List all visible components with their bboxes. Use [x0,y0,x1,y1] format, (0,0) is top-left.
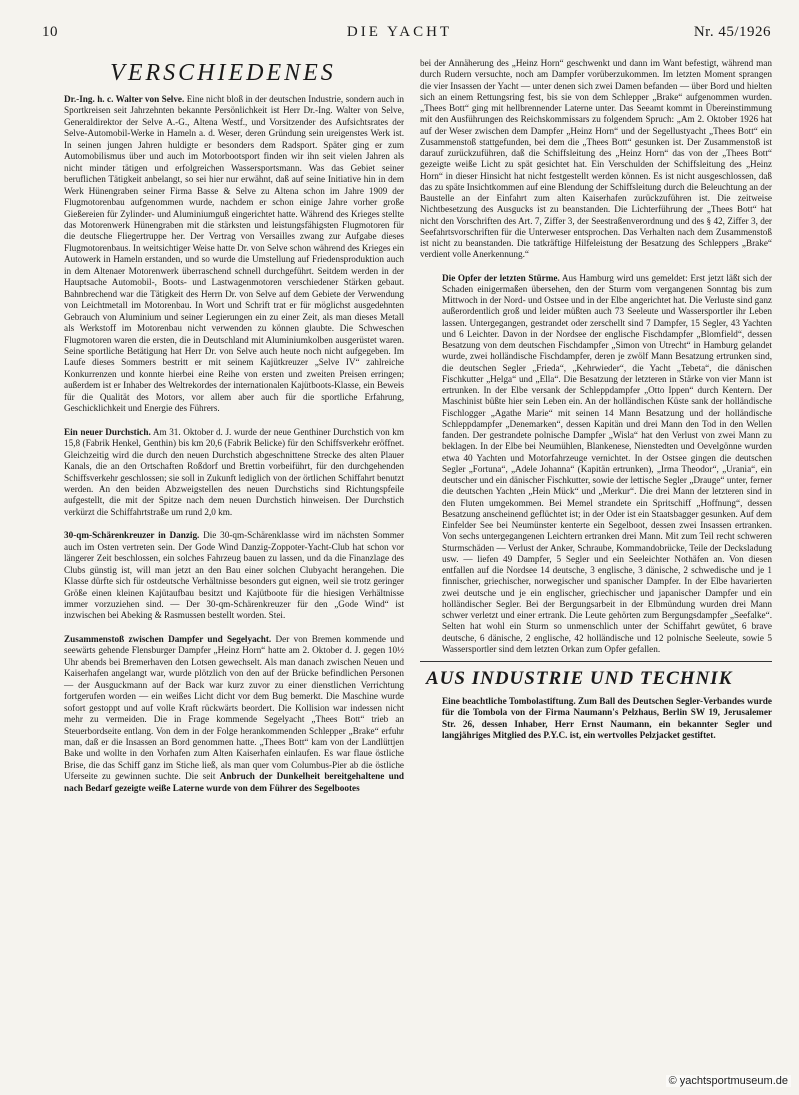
section-title-verschiedenes: VERSCHIEDENES [110,60,336,86]
article-opfer-stuerme [420,273,772,656]
article-body: Aus Hamburg wird uns gemeldet: Erst jetzt läßt sich der Schaden einigermaßen übersehen, den der Sturm vom vergangenen Sonntag bis zum Mittwoch in der Nord- und Ostsee und in der Elbe angerichtet hat. Die Verluste sind ganz außerordentlich groß und leider müßten auch 73 Seeleute und Wassersportler ihr Leben lassen. Untergegangen, gestrandet oder zerschellt sind 7 Dampfer, 15 Segler, 43 Yachten und 6 Leichter. Davon in der Nordsee der englische Fischdampfer „Blomfield“, dessen Besatzung von dem deutschen Fischdampfer „Simon von Utrecht“ in Hamburg gelandet wurde, zwei holländische Fischdampfer, deren je zwölf Mann Besatzung ertrunken sind, die deutschen Segler „Frieda“, „Kehrwieder“, die Yacht „Tebeta“, die dänischen Fischkutter „Helga“ und „Ella“. Die Besatzung der letzteren in Stärke von vier Mann ist ertrunken. In der Elbe versank der Schleppdampfer „Otto Ippen“ durch Kentern. Der Maschinist büßte hier sein Leben ein. An der holländischen Küste sank der holländische Fischlogger „Agathe Marie“ mit seinen 14 Mann Besatzung und der holländische Schleppdampfer „Denemarken“, dessen Kapitän und drei Mann den Tod in den Wellen fanden. Der gestrandete polnische Dampfer „Wisla“ hat den Verlust von zwei Mann zu beklagen. In der Elbe bei Neumühlen, Blankenese, Nienstedten und Oevelgönne wurden etwa 40 Yachten und Motorfahrzeuge vernichtet. In der Ostsee gingen die deutschen Segler „Fortuna“, „Adele Johanna“ (Kapitän ertrunken), „Irma Theodor“, „Urania“, ein deutscher und ein dänischer Fischkutter, sowie der lettische Segler „Drauge“ unter, ferner die deutschen Yachten „Hein Mück“ und „Merkur“. Die drei Mann der letzteren sind in den Fluten umgekommen. Bei Memel strandete ein Spritschiff „Hoffnung“, dessen Besatzung anscheinend geflüchtet ist; in der Oder ist ein Staatsbagger gesunken. Auf dem Einfelder See bei Neumünster kenterte ein Segelboot, dessen zwei Insassen ertranken. Von sechs untergegangenen Leichtern ertranken drei Mann. Mit zum Teil recht schweren Sturmschäden — Verlust der Anker, Schraube, Kommandobrücke, Teile der Decksladung usw. — liefen 49 Dampfer, 5 Segler und ein Seeleichter Nothäfen an. Von diesen entfallen auf die Nordsee 14 deutsche, 3 englische, 3 dänische, 2 schwedische und je 1 finnischer, griechischer, norwegischer und spanischer Dampfer. In der Elbe havarierten zwei deutsche und je ein englischer, griechischer und japanischer Dampfer und ein holländischer Segler. Bei der Bergungsarbeit in der Elbmündung wurden drei Mann schwer verletzt und einer ertrank. Die Leute gehörten zum Bergungsdampfer „Seefalke“. Selten hat wohl ein Sturm so unmenschlich unter der Schiffahrt gewütet, 6 brave deutsche, 6 dänische, 2 englische, 42 holländische und 12 polnische Seeleute, sowie 5 Wassersportler sind dem letzten Orkan zum Opfer gefallen. [442,272,772,654]
article-heading: Eine beachtliche Tombolastiftung. [442,696,576,706]
section-title-industrie-technik: AUS INDUSTRIE UND TECHNIK [426,668,733,689]
article-body: Die 30-qm-Schärenklasse wird im nächsten Sommer auch im Osten vertreten sein. Der Gode Wind Danzig-Zoppoter-Yacht-Club hat schon vor längerer Zeit beschlossen, ein solches Fahrzeug bauen zu lassen, und da die Finanzlage des Clubs günstig ist, will man jetzt an den Bau einer solchen Clubyacht herangehen. Die Klasse dürfte sich für ostdeutsche Verhältnisse besonders gut eignen, weil sie trotz geringer Größe einen kleinen Kajütaufbau besitzt und Kajütboote für die hiesigen Verhältnisse immer vorzuziehen sind. — Der 30-qm-Schärenkreuzer für den „Gode Wind“ ist inzwischen bei Abeking & Rasmussen bestellt worden. [64,530,404,621]
right-column [420,58,772,1086]
magazine-title: DIE YACHT [346,24,453,40]
article-signature: Stei. [266,610,286,621]
issue-number: Nr. 45/1926 [693,24,771,40]
article-heading: Die Opfer der letzten Stürme. [442,272,560,283]
watermark: © yachtsportmuseum.de [666,1075,791,1087]
article-zusammenstoss-continued: bei der Annäherung des „Heinz Horn“ geschwenkt und dann im Want befestigt, während man durch Rudern versuchte, noch am Dampfer vorüberzukommen. Im letzten Moment sprangen die vier Insassen der Yacht — unter denen sich zwei Damen befanden — über Bord und hielten sich an einem Rettungsring fest, bis sie von dem Schlepper „Brake“ aufgenommen wurden. „Thees Bott“ ging mit hellbrennender Laterne unter. Das Seeamt kommt in Übereinstimmung mit den Ausführungen des Reichskommissars zu folgendem Spruch: „Am 2. Oktober 1926 hat auf der Weser zwischen dem Dampfer „Heinz Horn“ und der Segellustyacht „Thees Bott“ ein Zusammenstoß stattgefunden, bei dem die „Thees Bott“ gesunken ist. Der Zusammenstoß ist darauf zurückzuführen, daß die Schiffsleitung des „Heinz Horn“ das von der „Thees Bott“ gezeigte weiße Licht zu spät gesichtet hat. Ein Verschulden der Schiffsleitung des „Heinz Horn“ in dieser Hinsicht hat nicht festgestellt werden können. Es ist nicht ausgeschlossen, daß das zu späte Insichtkommen auf eine Blendung der Schiffsleitung durch die Beleuchtung an der Baustelle an der Einfahrt zum alten Kaiserhafen zurückzuführen ist. Die zeitweise Nichtbesetzung des Ausgucks ist zu beanstanden. Die Lichterführung der „Thees Bott“ hat nicht den Vorschriften des Art. 7, Ziffer 3, der Seestraßenverordnung und des § 42, Ziffer 3, der Seefahrtsvorschriften für die Unterweser entsprochen. Das Verhalten nach dem Zusammenstoß ist nicht zu beanstanden. Die tatkräftige Hilfeleistung der Besatzung des Schleppers „Brake“ verdient volle Anerkennung.“ [420,58,772,260]
article-walter-von-selve [42,94,404,415]
left-column [42,58,404,1083]
section-divider [420,661,772,662]
article-tombolastiftung [420,696,772,741]
article-heading: Ein neuer Durchstich. [64,426,151,437]
article-body: Eine nicht bloß in der deutschen Industrie, sondern auch in Sportkreisen seit Jahrzehnten bekannte Persönlichkeit ist Herr Dr.-Ing. Walter von Selve, Generaldirektor der Selve A.-G., Altena Westf., und Vorsitzender des Aufsichtsrates der Selve-Automobil-Werke in Hameln a. d. Weser, deren Gründung sein ureigenstes Werk ist. In seinen jungen Jahren huldigte er besonders dem Radsport. Später ging er zum Automobilismus über und auch im Motorbootsport finden wir ihn seit vielen Jahren als nicht minder tätigen und erfolgreichen Wassersportsmann. Was das Gebiet seiner beruflichen Tätigkeit anbelangt, so sei hier nur erwähnt, daß auf seine Initiative hin in dem Werk Hünengraben seiner Firma Basse & Selve zu Altena schon im Jahre 1909 der Flugmotorenbau aufgenommen wurde, nachdem er schon einige Jahre vorher große Gießereien für Zylinder- und Aluminiumguß eingerichtet hatte. Während des Krieges stellte das Motorenwerk Hünengraben mit die stärksten und leistungsfähigsten Flugmotoren für die deutsche Fliegertruppe her. Der Vertrag von Versailles zwang zur Aufgabe dieses Flugmotorenbaus. In weitsichtiger Weise hatte Dr. von Selve schon während des Krieges ein Autowerk in Hameln erstanden, und so wurde die Umstellung auf Friedensproduktion auch in dem Altenaer Motorenwerk überraschend schnell durchgeführt. Seitdem werden in der Hauptsache Automobil-, Boots- und Lastwagenmotoren verschiedener Stärken gebaut. Bahnbrechend war die Tätigkeit des Herrn Dr. von Selve auf dem Gebiete der Verwendung von Leichtmetall im Motorenbau. In Wort und Schrift trat er für möglichst ausgedehnten Gebrauch von Aluminium und seiner Legierungen ein zu einer Zeit, als man dieses Metall als Werkstoff im Motorenbau nicht verwenden zu können glaubte. Die Schweschen Flugmotoren waren die ersten, die in Deutschland mit Aluminiumkolben ausgerüstet waren. Seine sportliche Betätigung hat Herr Dr. von Selve auch heute noch nicht aufgegeben. Im Laufe dieses Sommers bestritt er mit seinem Kajütkreuzer „Selve IV“ zahlreiche Konkurrenzen und konnte hierbei eine Reihe von ersten und zweiten Preisen erringen; außerdem ist er Inhaber des Weltrekordes der internationalen Kajütboots-Klasse, ein Beweis für die Qualität des Motors, vor allem aber auch für die sportliche Erfahrung, Geschicklichkeit und Energie des Führers. [64,94,404,414]
article-schaerenkreuzer [42,530,404,622]
page-header [0,24,799,46]
article-body-bold: Anbruch der Dunkelheit bereitgehaltene und nach Bedarf gezeigte weiße Laterne wurde von dem Führer des Segelbootes [64,771,404,793]
article-heading: Zusammenstoß zwischen Dampfer und Segelyacht. [64,633,272,644]
page-number: 10 [42,24,58,40]
article-zusammenstoss [42,634,404,794]
article-body: Am 31. Oktober d. J. wurde der neue Genthiner Durchstich von km 15,8 (Fabrik Henkel, Genthin) bis km 20,6 (Fabrik Belicke) für den Schiffsverkehr eröffnet. Gleichzeitig wird die durch den neuen Durchstich abgeschnittene Strecke des alten Plauer Kanals, die an den Ortschaften Roßdorf und Brettin vorbeiführt, für den durchgehenden Schiffsverkehr geschlossen; sie soll in Zukunft lediglich von der örtlichen Schiffahrt benutzt werden. An den beiden Abzweigstellen des neuen Durchstichs sind Richtungspfeile aufgestellt, die mit der Spitze nach dem neuen Durchstich hinweisen. Der Durchstich verkürzt die Schiffahrtstraße um rund 2,0 km. [64,426,404,517]
article-body: Zum Ball des Deutschen Segler-Verbandes wurde für die Tombola von der Firma Naumann's Pelzhaus, Berlin SW 19, Jerusalemer Str. 26, dessen Inhaber, Herr Ernst Naumann, ein bekannter Segler und langjähriges Mitglied des P.Y.C. ist, ein wertvolles Pelzjacket gestiftet. [442,696,772,740]
article-durchstich [42,427,404,519]
article-heading: Dr.-Ing. h. c. Walter von Selve. [64,94,185,104]
article-body: Der von Bremen kommende und seewärts gehende Flensburger Dampfer „Heinz Horn“ hatte am 2. Oktober d. J. gegen 10½ Uhr abends bei Bremerhaven den Lotsen gewechselt. Als man danach zwischen Neuen und Kaiserhafen angelangt war, wurde plötzlich von den auf der Brücke befindlichen Personen — der Ausguckmann auf der Back war kurz zuvor zu einer dienstlichen Verrichtung fortgerufen worden — ein weißes Licht dicht vor dem Bug bemerkt. Die Maschine wurde sofort gestoppt und auf volle Kraft rückwärts beordert. Die Kollision war indessen nicht mehr zu vermeiden. Die in Frage kommende Segelyacht „Thees Bott“ trieb an Steuerbordseite entlang. Von dem in der Folge herankommenden Schlepper „Brake“ erfuhr man, daß er die Insassen an Bord genommen hatte. „Thees Bott“ kam von der Landlüttjen Bake und wollte in den Vorhafen zum Alten Kaiserhafen einlaufen. Es war flaue östliche Brise, die das Schiff ganz im Stiche ließ, als man quer vom Columbus-Pier ab die östliche Uferseite zu gewinnen suchte. Die seit [64,633,404,782]
article-heading: 30-qm-Schärenkreuzer in Danzig. [64,530,200,541]
